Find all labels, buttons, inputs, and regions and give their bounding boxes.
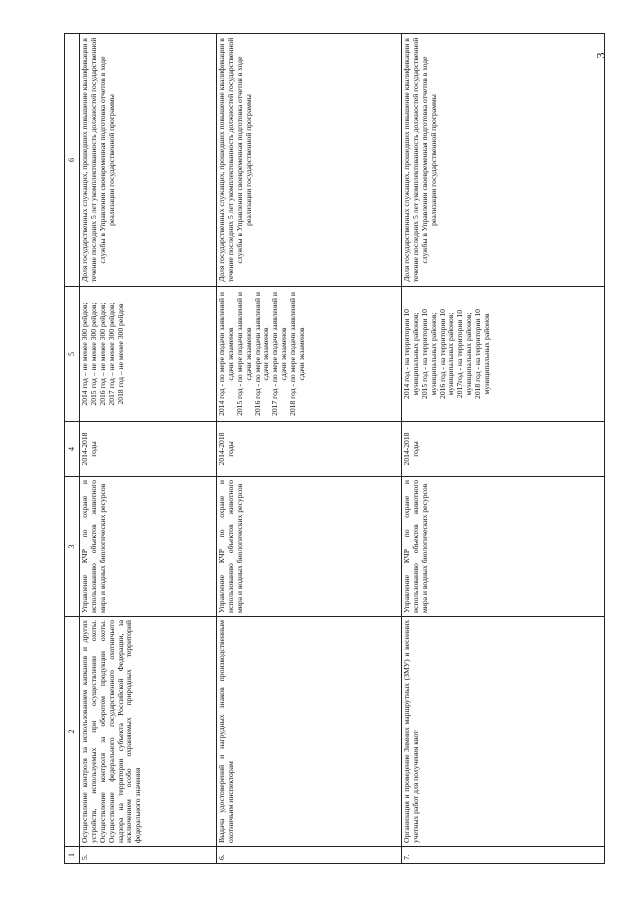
plan-item: 2014 год - по мере подачи заявлений и сдачи экзаменов bbox=[217, 292, 235, 416]
plan-item: 2015 год - по мере подачи заявлений и сдачи экзаменов bbox=[234, 292, 253, 416]
plan-item: 2015 год - на территории 10 муниципальных районов; bbox=[419, 309, 438, 399]
executor-cell: Управление КЧР по охране и использованию объектов животного мира и водных биологических ресурсов bbox=[402, 477, 605, 617]
page-number: 3 bbox=[593, 52, 608, 59]
plan-item: 2018 год - на территории 10 муниципальных районов bbox=[473, 309, 491, 399]
plan-cell bbox=[80, 287, 217, 422]
table-header-row bbox=[65, 34, 80, 864]
plan-cell bbox=[402, 287, 605, 422]
table-row bbox=[402, 34, 605, 864]
plan-item: 2014 год – не менее 300 рейдов; bbox=[80, 302, 89, 406]
period-cell: 2014-2018 годы bbox=[217, 422, 402, 477]
plan-item: 2018 год - по мере подачи заявлений и сдачи экзаменов bbox=[288, 292, 306, 416]
header-col-4: 4 bbox=[65, 422, 80, 477]
executor-cell: Управление КЧР по охране и использованию объектов животного мира и водных биологических ресурсов bbox=[80, 477, 217, 617]
indicator-cell: Доля государственных служащих, прошедших повышение квалификации в течение последних 5 лет укомплектованность должностей государственной службы в Управлении своевременная подготовка отчетов в ходе реализации государственной программы bbox=[402, 34, 605, 287]
indicator-cell: Доля государственных служащих, прошедших повышение квалификации в течение последних 5 лет укомплектованность должностей государственной службы в Управлении своевременная подготовка отчетов в ходе реализации государственной программы bbox=[217, 34, 402, 287]
plan-item: 2017 год – не менее 300 рейдов; bbox=[106, 302, 116, 406]
activity-cell: Организация и проведение Зимних маршрутных (ЗМУ) и весенних учетных работ для получения квот bbox=[402, 617, 605, 847]
period-cell: 2014-2018 годы bbox=[402, 422, 605, 477]
rotated-table-container bbox=[64, 34, 594, 864]
program-table bbox=[64, 33, 605, 864]
indicator-cell: Доля государственных служащих, прошедших повышение квалификации в течение последних 5 лет укомплектованность должностей государственной службы в Управлении своевременная подготовка отчетов в ходе реализации государственной программы bbox=[80, 34, 217, 287]
plan-item: 2015 год – не менее 300 рейдов; bbox=[88, 302, 98, 406]
plan-cell bbox=[217, 287, 402, 422]
plan-item: 2016 год - на территории 10 муниципальных районов; bbox=[437, 309, 456, 399]
header-col-5: 5 bbox=[65, 287, 80, 422]
plan-item: 2014 год - на территории 10 муниципальных районов; bbox=[402, 309, 420, 399]
header-col-1: 1 bbox=[65, 847, 80, 864]
plan-item: 2017год - на территории 10 муниципальных районов; bbox=[455, 310, 474, 398]
period-cell: 2014-2018 годы bbox=[80, 422, 217, 477]
row-number: 6. bbox=[217, 847, 402, 864]
plan-item: 2016 год - по мере подачи заявлений и сдачи экзаменов bbox=[252, 292, 271, 416]
executor-cell: Управление КЧР по охране и использованию объектов животного мира и водных биологических ресурсов bbox=[217, 477, 402, 617]
activity-cell: Выдача удостоверений и нагрудных знаков производственным охотничьим инспекторам bbox=[217, 617, 402, 847]
table-row bbox=[217, 34, 402, 864]
plan-item: 2016 год – не менее 300 рейдов; bbox=[97, 302, 107, 406]
row-number: 5. bbox=[80, 847, 217, 864]
plan-item: 2017 год - по мере подачи заявлений и сдачи экзаменов bbox=[270, 292, 289, 416]
header-col-6: 6 bbox=[65, 34, 80, 287]
row-number: 7. bbox=[402, 847, 605, 864]
plan-item: 2018 год – не менее 300 рейдов bbox=[115, 303, 125, 405]
header-col-2: 2 bbox=[65, 617, 80, 847]
header-col-3: 3 bbox=[65, 477, 80, 617]
activity-cell: Осуществление контроля за использованием капканов и других устройств, используемых при осуществлении охоты. Осуществление контроля за оборотом продукции охоты. Осуществление федерального государственного охотничьего надзора на территории субъекта Российской Федерации, за исключением особо охраняемых природных территорий федерального значения bbox=[80, 617, 217, 847]
table-row bbox=[80, 34, 217, 864]
